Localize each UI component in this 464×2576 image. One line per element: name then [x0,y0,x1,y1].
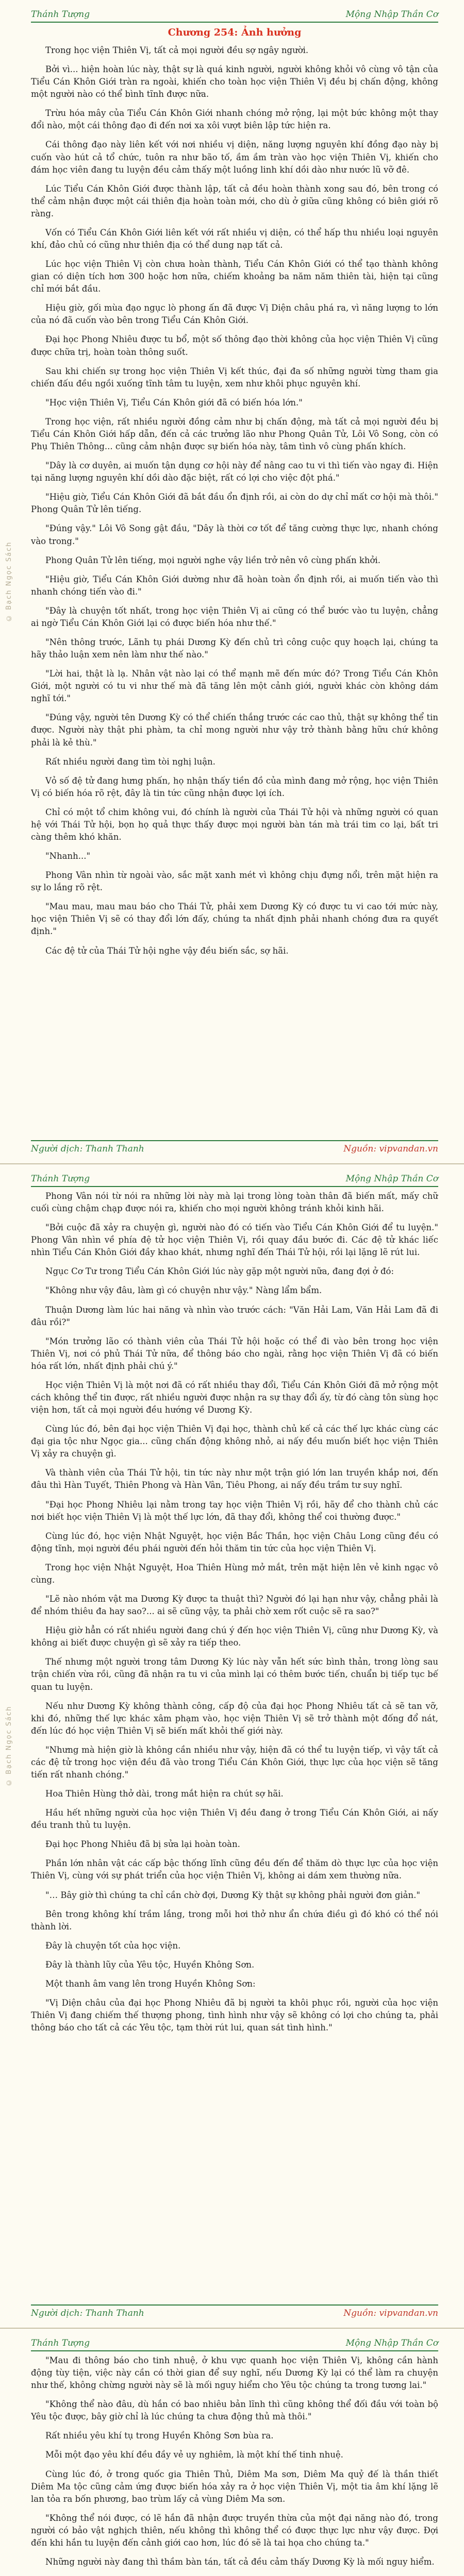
paragraph: "Đây là chuyện tốt nhất, trong học viện Thiên Vị ai cũng có thể bước vào tu luyện, chẳng ai ngờ Tiểu Cán Khôn Giới lại có được biến hóa như thế." [31,605,438,628]
paragraph: Trừu hóa mây của Tiểu Cán Khôn Giới nhanh chóng mở rộng, lại một bức không một thay đổi nào, một cái thông đạo đi đến nơi xa xôi vượt biên lập tức hiện ra. [31,108,438,131]
paragraph: "Nhanh..." [45,851,91,861]
page-1-paragraphs [31,44,438,957]
paragraph: "Đúng vậy." Lôi Vô Song gật đầu, "Dây là thời cơ tốt để tăng cường thực lực, nhanh chóng vào trong." [31,523,438,546]
paragraph: Cùng lúc đó, bên đại học viện Thiên Vị đại học, thành chủ kế cả các thế lực khác cùng các đại gia tộc như Ngọc gia... cũng chấn động không nhỏ, ai nấy đều muốn biết học viện Thiên Vị xảy ra chuyện gì. [31,1424,438,1459]
page-1-text [31,26,438,1138]
paragraph: Lúc Tiểu Cán Khôn Giới được thành lập, tất cả đều hoàn thành xong sau đó, bên trong có thể cảm nhận được một cái thiên địa hoàn toàn mới, cho dù ở giữa cũng không có biên giới rõ ràng. [31,183,438,218]
running-header [31,4,438,23]
paragraph: "Lời hai, thật là lạ. Nhân vật nào lại có thể mạnh mẽ đến mức đó? Trong Tiểu Cán Khôn Giới, một người có tu vi như thế mà đã tăng lên một cảnh giới, người khác còn không dám nghĩ tới." [31,669,438,704]
footer-right: Nguồn: vipvandan.vn [343,1144,438,1154]
paragraph: Học viện Thiên Vị là một nơi đã có rất nhiều thay đổi, Tiểu Cán Khôn Giới đã mở rộng một cách không thể tin được, rất nhiều người được nhận ra sự thay đổi ấy, từ đó càng tôn sùng học viện hơn, tất cả mọi người đều hướng về Dương Kỳ. [31,1380,438,1415]
header-left: Thánh Tượng [31,9,90,20]
paragraph: "Không thể nào đâu, dù hắn có bao nhiêu bản lĩnh thì cũng không thể đối đầu với toàn bộ Yêu tộc được, bây giờ chỉ là lúc chúng ta chưa động thủ mà thôi." [31,2399,438,2422]
paragraph: Lúc học viện Thiên Vị còn chưa hoàn thành, Tiểu Cán Khôn Giới có thể tạo thành không gian có diện tích hơn 300 hoặc hơn nữa, chiếm khoảng ba năm năm thiên tài, hiện tại cũng chỉ mới bắt đầu. [31,259,438,294]
footer-left: Người dịch: Thanh Thanh [31,2308,144,2318]
paragraph: Mỗi một đạo yêu khí đều đầy vẻ uy nghiêm, là một khí thế tinh nhuệ. [45,2450,343,2460]
paragraph: Phong Vân nói từ nói ra những lời này mà lại trong lòng toàn thân đã biến mất, mấy chữ cuối cùng chậm chạp được nói ra, khiến cho mọi người không tránh khỏi kinh hãi. [31,1191,438,1214]
paragraph: Phong Vân nhìn từ ngoài vào, sắc mặt xanh mét vì không chịu đựng nổi, trên mặt hiện ra sự lo lắng rõ rệt. [31,870,438,893]
paragraph: Và thành viên của Thái Tử hội, tin tức này như một trận gió lớn lan truyền khắp nơi, đến đâu thì Hàn Tuyết, Thiên Phong và Hàn Vân, Tiêu Phong, ai nấy đều trầm tư suy nghĩ. [31,1468,438,1490]
paragraph: Hiệu giờ, gối mùa đạo ngục lò phong ấn đã được Vị Diện châu phá ra, vì năng lượng to lớn của nó đã cuốn vào bên trong Tiểu Cán Khôn Giới. [31,303,438,326]
paragraph: Thuận Dương làm lúc hai năng và nhìn vào trước cách: "Văn Hải Lam, Văn Hải Lam đã đi đâu rồi?" [31,1304,438,1327]
paragraph: Chỉ có một tổ chim không vui, đó chính là người của Thái Tử hội và những người có quan hệ với Thái Tử hội, bọn họ quả thực thấy được mọi người bàn tán mà trái tim co lại, bất tri càng thêm khó khăn. [31,807,438,842]
paragraph: "Hiệu giờ, Tiểu Cán Khôn Giới dường như đã hoàn toàn ổn định rồi, ai muốn tiến vào thì nhanh chóng tiến vào đi." [31,574,438,597]
paragraph: Trong học viện, rất nhiều người đồng cảm như bị chấn động, mà tất cả mọi người đều bị Tiểu Cán Khôn Giới hấp dẫn, đến cả các trưởng lão như Phong Quân Tử, Lôi Vô Song, còn có Phụ Thiên Thông... cũng cảm nhận được sự biến hóa này, tâm tình vô cùng phấn khích. [31,416,438,452]
paragraph: "Nên thông trước, Lãnh tụ phái Dương Kỳ đến chủ trì công cuộc quy hoạch lại, chúng ta hãy thảo luận xem nên làm như thế nào." [31,637,438,660]
header-right: Mộng Nhập Thần Cơ [345,2338,438,2348]
paragraph: Hoa Thiên Hùng thở dài, trong mắt hiện ra chút sợ hãi. [45,1789,284,1799]
paragraph: Sau khi chiến sự trong học viện Thiên Vị kết thúc, đại đa số những người từng tham gia chiến đấu đều ngồi xuống tĩnh tâm tu luyện, xem như khôi phục nguyên khí. [31,366,438,388]
paragraph: "Mau mau, mau mau báo cho Thái Tử, phải xem Dương Kỳ có được tu vi cao tới mức này, học viện Thiên Vị sẽ có thay đổi lớn đấy, chúng ta nhất định phải nhanh chóng đưa ra quyết định." [31,902,438,937]
paragraph: Bên trong không khí trầm lắng, trong mỗi hơi thở như ẩn chứa điều gì đó khó có thể nói thành lời. [31,1909,438,1931]
page-2-text [31,1190,438,2302]
paragraph: "Đúng vậy, người tên Dương Kỳ có thể chiến thắng trước các cao thủ, thật sự không thể tin được. Người này thật phi phàm, ta chỉ mong người như vậy trở thành bằng hữu chứ không phải là kẻ thù." [31,713,438,748]
paragraph: Các đệ tử của Thái Tử hội nghe vậy đều biến sắc, sợ hãi. [45,945,289,956]
footer-right: Nguồn: vipvandan.vn [343,2308,438,2318]
paragraph: "Món trưởng lão có thành viên của Thái Tử hội hoặc có thể đi vào bên trong học viện Thiên Vị, nơi có phủ Thái Tử nữa, để thông báo cho ngài, rằng học viện Thiên Vị đã có biến hóa rất lớn, nhất định phải chú ý." [31,1336,438,1371]
page-3-text [31,2354,438,2576]
running-footer [31,2304,438,2323]
paragraph: "Hiệu giờ, Tiểu Cán Khôn Giới đã bắt đầu ổn định rồi, ai còn do dự chỉ mất cơ hội mà thôi." Phong Quân Tử lên tiếng. [31,492,438,515]
header-left: Thánh Tượng [31,2338,90,2348]
paragraph: Hiệu giờ hẳn có rất nhiều người đang chú ý đến học viện Thiên Vị, cũng như Dương Kỳ, và không ai biết được chuyện gì sẽ xảy ra tiếp theo. [31,1625,438,1648]
paragraph: "Vị Diện châu của đại học Phong Nhiêu đã bị người ta khôi phục rồi, người của học viện Thiên Vị đang chiếm thế thượng phong, tình hình như vậy sẽ không có lợi cho chúng ta, phải thông báo cho tất cả các Yêu tộc, tạm thời rút lui, quan sát tình hình." [31,1997,438,2033]
paragraph: "Lẽ nào nhóm vật ma Dương Kỳ được ta thuật thì? Người đó lại hạn như vậy, chẳng phải là để nhóm thiêu đa hay sao?... ai sẽ cũng vậy, ta phải chờ xem rốt cuộc sẽ ra sao?" [31,1594,438,1617]
paragraph: Đại học Phong Nhiêu được tu bổ, một số thông đạo thời không của học viện Thiên Vị cũng được chữa trị, hoàn toàn thông suốt. [31,334,438,357]
header-left: Thánh Tượng [31,1174,90,1184]
paragraph: Phong Quân Tử lên tiếng, mọi người nghe vậy liền trở nên vô cùng phấn khởi. [45,555,381,565]
running-header [31,1168,438,1187]
running-footer [31,1140,438,1158]
paragraph: Vỏ số đệ tử đang hưng phấn, họ nhận thấy tiền đồ của mình đang mở rộng, học viện Thiên Vị có biến hóa rõ rệt, đây là tin tức cũng nhận được lợi ích. [31,775,438,798]
paragraph: "Đại học Phong Nhiêu lại nằm trong tay học viện Thiên Vị rồi, hãy để cho thành chủ các nơi biết học viện Thiên Vị là một thế lực lớn, đã thay đổi, không thể coi thường được." [31,1499,438,1522]
paragraph: Hầu hết những người của học viện Thiên Vị đều đang ở trong Tiểu Cán Khôn Giới, ai nấy đều tranh thủ tu luyện. [31,1808,438,1831]
page-3 [0,2329,464,2576]
footer-left: Người dịch: Thanh Thanh [31,1144,144,1154]
paragraph: "Mau đi thông báo cho tinh nhuệ, ở khu vực quanh học viện Thiên Vị, không cần hành động tùy tiện, việc này cần có thời gian để suy nghĩ, nếu Dương Kỳ lại có thể làm ra chuyện như thế, không chừng người này sẽ là mối nguy hiểm cho Yêu tộc chúng ta trong tương lai." [31,2355,438,2391]
side-stamp: © Bạch Ngọc Sách [5,1705,13,1787]
paragraph: "Dây là cơ duyên, ai muốn tận dụng cơ hội này để nâng cao tu vi thì tiến vào ngay đi. Hiện tại năng lượng nguyên khí dồi dào đặc biệt, rất có lợi cho việc đột phá." [31,461,438,483]
paragraph: Rất nhiều yêu khí tụ trong Huyền Không Sơn bùa ra. [45,2431,274,2441]
paragraph: Bởi vì... hiện hoàn lúc này, thật sự là quá kinh người, người không khỏi vô cùng vô tận của Tiểu Cán Khôn Giới tràn ra ngoài, khiến cho toàn học viện Thiên Vị đều bị chấn động, không một người nào có thể bình tĩnh được nữa. [31,64,438,99]
paragraph: Trong học viện Nhật Nguyệt, Hoa Thiên Hùng mở mắt, trên mặt hiện lên vẻ kinh ngạc vô cùng. [31,1562,438,1585]
paragraph: Đại học Phong Nhiêu đã bị sửa lại hoàn toàn. [45,1839,240,1850]
header-right: Mộng Nhập Thần Cơ [345,1174,438,1184]
paragraph: Trong học viện Thiên Vị, tất cả mọi người đều sợ ngây người. [45,45,309,55]
paragraph: Cái thông đạo này liên kết với nơi nhiều vị diện, năng lượng nguyên khí đồng đạo này bị cuốn vào hút cả tổ chức, tuôn ra như bão tố, ầm ầm tràn vào học viện Thiên Vị, khiến cho đám học viên đang tu luyện đều cảm thấy một luồng linh khí dồi dào như nước lũ vỡ đê. [31,140,438,175]
page-2 [0,1164,464,2329]
page-3-paragraphs [31,2354,438,2576]
paragraph: "Không thể nói được, có lẽ hắn đã nhận được truyền thừa của một đại năng nào đó, trong người có bảo vật nghịch thiên, nếu không thì không thể có được thực lực như vậy được. Đợi đến khi hắn tu luyện đến cảnh giới cao hơn, lúc đó sẽ là tai họa cho chúng ta." [31,2513,438,2548]
paragraph: Đây là chuyện tốt của học viện. [45,1940,181,1951]
chapter-title: Chương 254: Ảnh hưởng [168,27,302,38]
side-stamp [5,2329,16,2576]
paragraph: Ngục Cơ Tư trong Tiểu Cán Khôn Giới lúc này gặp một người nữa, đang đợi ở đó: [45,1266,394,1277]
paragraph: Nếu như Dương Kỳ không thành công, cấp độ của đại học Phong Nhiêu tất cả sẽ tan vỡ, khi đó, những thế lực khác xâm phạm vào, học viện Thiên Vị sẽ trở thành một đống đổ nát, đến lúc đó học viện Thiên Vị sẽ biến mất khỏi thế giới này. [31,1701,438,1736]
paragraph: Cùng lúc đó, học viện Nhật Nguyệt, học viện Bắc Thần, học viện Châu Long cũng đều có động tĩnh, mọi người đều phái người đến hỏi thăm tin tức của học viện Thiên Vị. [31,1531,438,1553]
paragraph: "Không như vậy đâu, làm gì có chuyện như vậy." Nàng lẩm bẩm. [45,1285,322,1296]
paragraph: "… Bây giờ thì chúng ta chỉ cần chờ đợi, Dương Kỳ thật sự không phải người đơn giản." [45,1890,420,1900]
paragraph: Những người này đang thì thầm bàn tán, tất cả đều cảm thấy Dương Kỳ là mối nguy hiểm. [45,2557,435,2567]
page-2-paragraphs [31,1190,438,2034]
side-stamp: © Bạch Ngọc Sách [5,541,13,622]
paragraph: Phần lớn nhân vật các cấp bậc thống lĩnh cũng đều đến để thăm dò thực lực của học viện Thiên Vị, cùng với sự phát triển của học viện Thiên Vị, không ai dám xem thường nữa. [31,1858,438,1881]
header-right: Mộng Nhập Thần Cơ [345,9,438,20]
paragraph: Đây là thành lũy của Yêu tộc, Huyền Không Sơn. [45,1959,255,1970]
paragraph: "Bởi cuộc đã xảy ra chuyện gì, người nào đó có tiến vào Tiểu Cán Khôn Giới để tu luyện." Phong Vân nhìn về phía đệ tử học viện Thiên Vị, rồi quay đầu bước đi. Các đệ tử khác liếc nhìn Tiểu Cán Khôn Giới đầy khao khát, nhưng nghĩ đến Thái Tử hội, rồi lại lặng lẽ rút lui. [31,1223,438,1258]
paragraph: "Nhưng mà hiện giờ là không cần nhiều như vậy, hiện đã có thể tu luyện tiếp, vì vậy tất cả các đệ tử trong học viện đều đã vào trong Tiểu Cán Khôn Giới, thực lực của học viện sẽ tăng tiến rất nhanh chóng." [31,1744,438,1780]
paragraph: Vốn có Tiểu Cán Khôn Giới liên kết với rất nhiều vị diện, có thể hấp thu nhiều loại nguyên khí, đảo chủ có cũng như thiên địa có thể dung nạp tất cả. [31,227,438,250]
page-1 [0,0,464,1164]
paragraph: Một thanh âm vang lên trong Huyền Không Sơn: [45,1978,256,1989]
paragraph: Cùng lúc đó, ở trong quốc gia Thiên Thủ, Diêm Ma sơn, Diêm Ma quỷ đế là thần thiết Diêm Ma tộc cũng cảm ứng được biến hóa xảy ra ở học viện Thiên Vị, một tia âm khí lặng lẽ lan tỏa ra bốn phương, bao trùm lấy cả vùng Diêm Ma sơn. [31,2469,438,2504]
paragraph: Rất nhiều người đang tìm tòi nghị luận. [45,756,216,767]
paragraph: Thế nhưng một người trong tâm Dương Kỳ lúc này vẫn hết sức bình thản, trong lòng sau trận chiến vừa rồi, cũng đã nhận ra tu vi của mình lại có thêm bước tiến, chuẩn bị tiếp tục bế quan tu luyện. [31,1657,438,1692]
running-header [31,2333,438,2351]
paragraph: "Học viện Thiên Vị, Tiểu Cán Khôn giới đã có biến hóa lớn." [45,397,303,408]
